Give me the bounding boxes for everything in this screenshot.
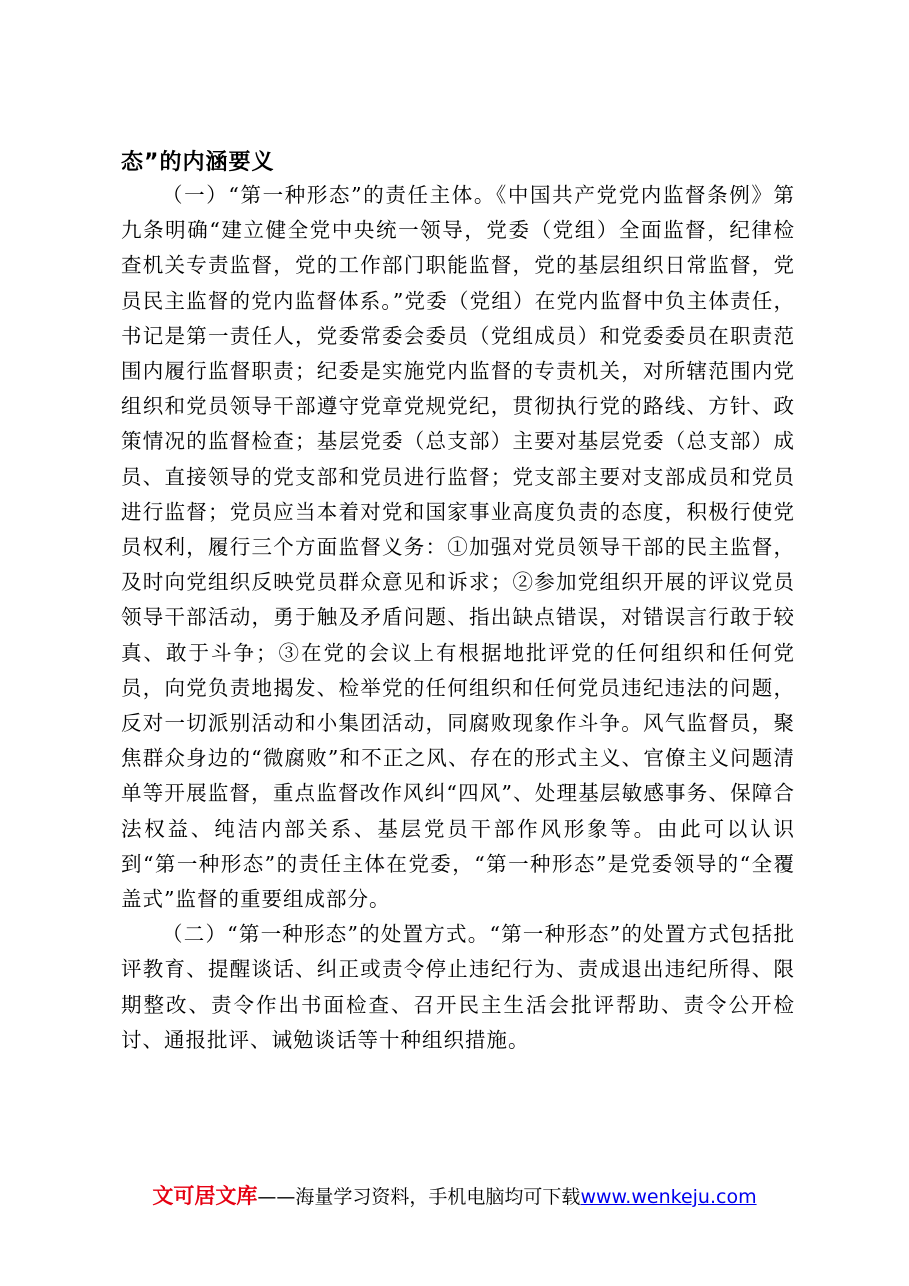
footer-slogan: ——海量学习资料，手机电脑均可下载	[257, 1186, 581, 1208]
section-heading: 态”的内涵要义	[121, 150, 275, 175]
paragraph-handling-methods: （二）“第一种形态”的处置方式。“第一种形态”的处置方式包括批评教育、提醒谈话、纠正或责令停止违纪行为、责成退出违纪所得、限期整改、责令作出书面检查、召开民主生活会批评帮助、责令公开检讨、通报批评、诫勉谈话等十种组织措施。	[121, 922, 795, 1052]
footer-link[interactable]: www.wenkeju.com	[580, 1186, 757, 1208]
document-body	[121, 178, 795, 1058]
paragraph-responsibility-subject: （一）“第一种形态”的责任主体。《中国共产党党内监督条例》第九条明确“建立健全党中央统一领导，党委（党组）全面监督，纪律检查机关专责监督，党的工作部门职能监督，党的基层组织日常监督，党员民主监督的党内监督体系。”党委（党组）在党内监督中负主体责任，书记是第一责任人，党委常委会委员（党组成员）和党委委员在职责范围内履行监督职责；纪委是实施党内监督的专责机关，对所辖范围内党组织和党员领导干部遵守党章党规党纪，贯彻执行党的路线、方针、政策情况的监督检查；基层党委（总支部）主要对基层党委（总支部）成员、直接领导的党支部和党员进行监督；党支部主要对支部成员和党员进行监督；党员应当本着对党和国家事业高度负责的态度，积极行使党员权利，履行三个方面监督义务：①加强对党员领导干部的民主监督，及时向党组织反映党员群众意见和诉求；②参加党组织开展的评议党员领导干部活动，勇于触及矛盾问题、指出缺点错误，对错误言行敢于较真、敢于斗争；③在党的会议上有根据地批评党的任何组织和任何党员，向党负责地揭发、检举党的任何组织和任何党员违纪违法的问题，反对一切派别活动和小集团活动，同腐败现象作斗争。风气监督员，聚焦群众身边的“微腐败”和不正之风、存在的形式主义、官僚主义问题清单等开展监督，重点监督改作风纠“四风”、处理基层敏感事务、保障合法权益、纯洁内部关系、基层党员干部作风形象等。由此可以认识到“第一种形态”的责任主体在党委，“第一种形态”是党委领导的“全覆盖式”监督的重要组成部分。	[121, 183, 795, 912]
footer-banner	[0, 1180, 909, 1213]
footer-brand: 文可居文库	[152, 1184, 258, 1208]
